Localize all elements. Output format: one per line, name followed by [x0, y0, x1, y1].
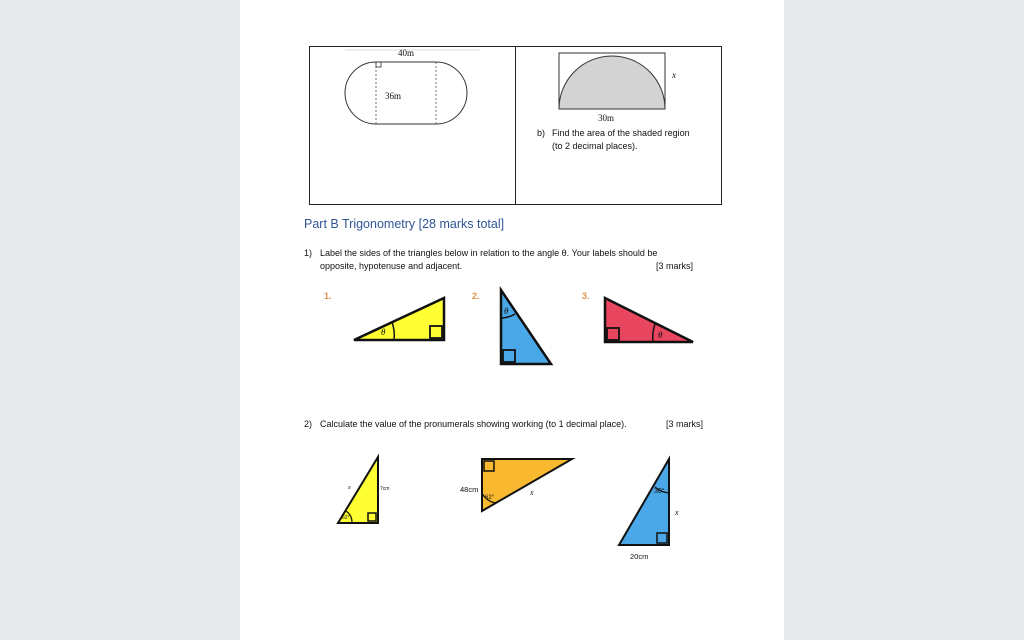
- part-b-heading: Part B Trigonometry [28 marks total]: [304, 217, 505, 231]
- semicircle-diagram: [558, 52, 668, 110]
- triangle-3-number: 3.: [582, 291, 590, 301]
- q2-triangle-c-x-label: x: [675, 508, 679, 517]
- document-page: [240, 0, 784, 640]
- question-b-line2: (to 2 decimal places).: [552, 141, 638, 151]
- stadium-diagram: [340, 50, 480, 130]
- semicircle-side-label: x: [672, 70, 676, 80]
- q2-triangle-c-known-label: 20cm: [630, 552, 649, 561]
- table-divider: [515, 47, 516, 204]
- q2-triangle-a-known-label: 7cm: [380, 486, 390, 492]
- question-b-number: b): [537, 128, 546, 138]
- triangle-2-number: 2.: [472, 291, 480, 301]
- semicircle-base-label: 30m: [598, 113, 615, 123]
- q2-triangle-a-x-label: x: [348, 485, 351, 491]
- q2-triangle-a-angle: 62°: [342, 515, 350, 521]
- q2-triangle-c: [617, 457, 673, 549]
- q2-text: Calculate the value of the pronumerals showing working (to 1 decimal place).: [320, 419, 627, 429]
- triangle-1-number: 1.: [324, 291, 332, 301]
- q2-marks: [3 marks]: [666, 419, 704, 429]
- q2-triangle-b: [480, 457, 576, 515]
- q2-triangle-b-angle: 62°: [485, 495, 495, 501]
- triangle-2: [499, 288, 555, 368]
- question-b-line1: Find the area of the shaded region: [552, 128, 690, 138]
- stadium-width-label: 40m: [398, 48, 415, 58]
- triangle-3: [603, 296, 697, 344]
- triangle-1-angle: θ: [381, 327, 386, 337]
- q2-triangle-b-x-label: x: [530, 488, 534, 497]
- q1-marks: [3 marks]: [656, 261, 694, 271]
- q2-triangle-b-known-label: 48cm: [460, 485, 479, 494]
- q1-line1: Label the sides of the triangles below in relation to the angle θ. Your labels should be: [320, 248, 658, 258]
- q2-triangle-c-angle: 30°: [654, 488, 665, 495]
- q1-line2: opposite, hypotenuse and adjacent.: [320, 261, 463, 271]
- triangle-1: [352, 296, 446, 342]
- triangle-3-angle: θ: [658, 330, 663, 340]
- triangle-2-angle: θ: [504, 306, 509, 316]
- q1-number: 1): [304, 248, 313, 258]
- stadium-height-label: 36m: [385, 91, 402, 101]
- q2-number: 2): [304, 419, 313, 429]
